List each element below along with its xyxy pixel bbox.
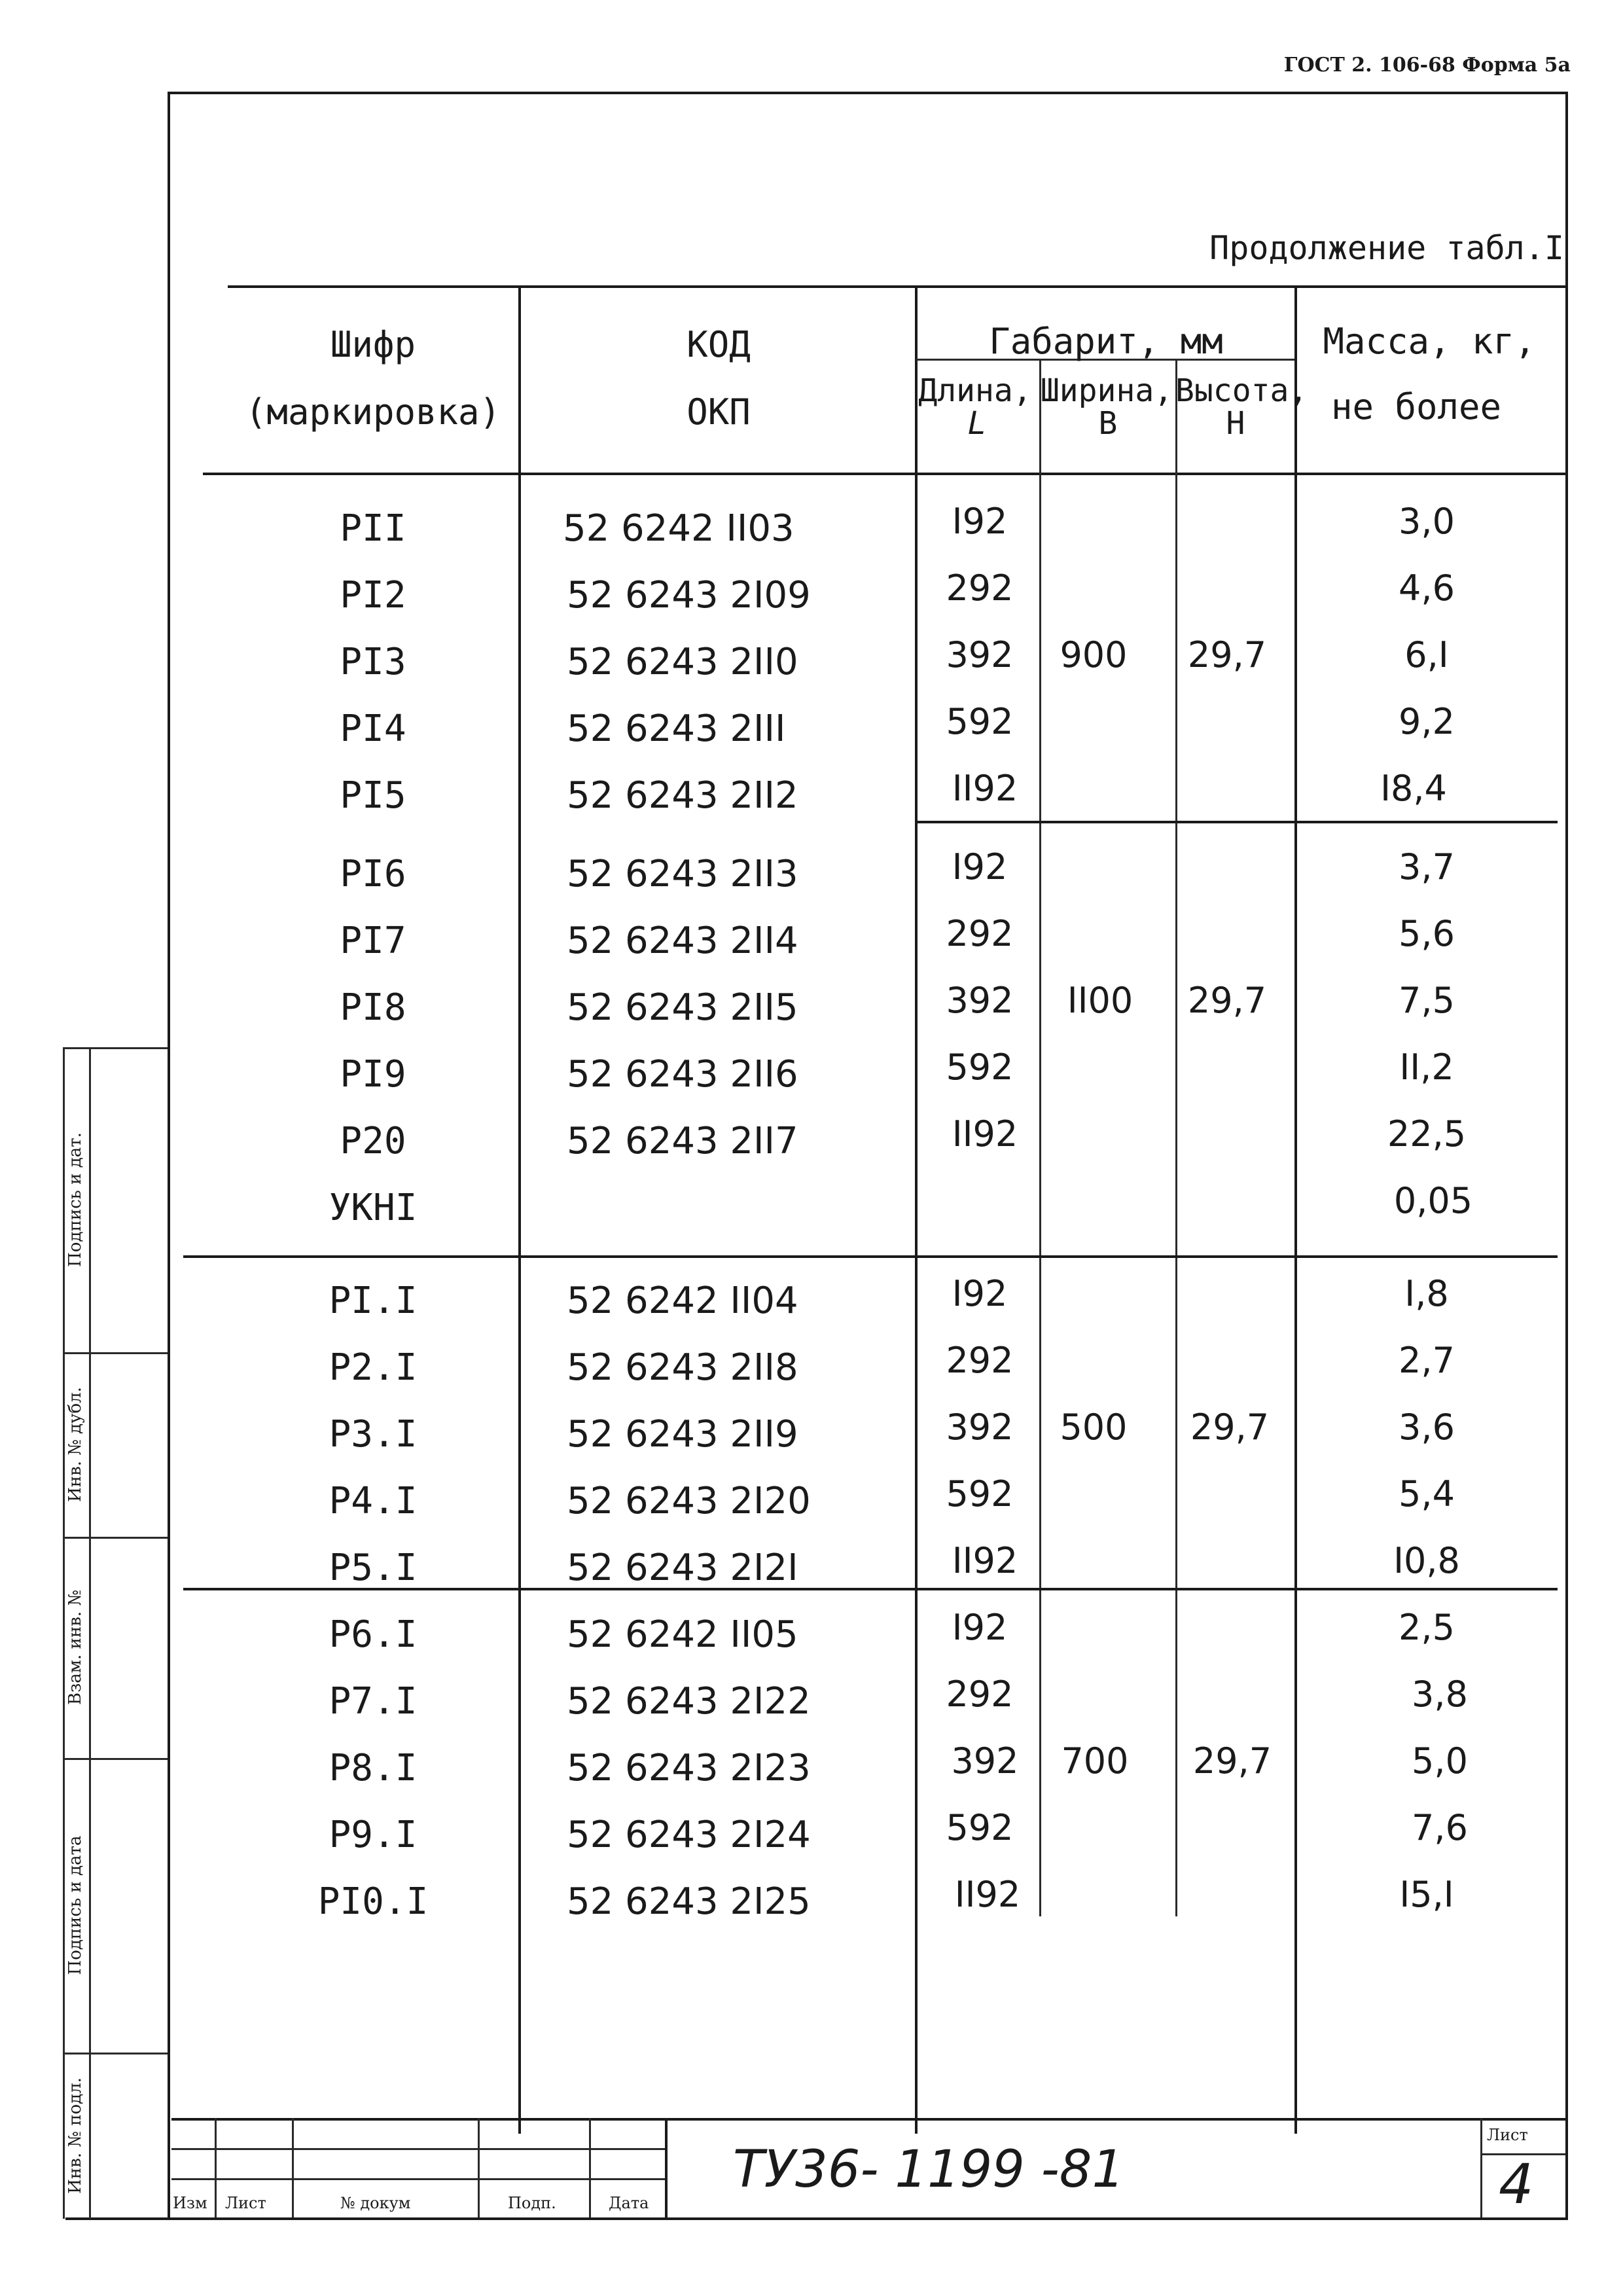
title-block-top-rule: [171, 2118, 1565, 2121]
width-cell: II00: [1067, 980, 1133, 1021]
mass-cell: 3,8: [1412, 1674, 1468, 1715]
mass-cell: 3,6: [1399, 1407, 1455, 1448]
mass-cell: 9,2: [1399, 701, 1455, 742]
column-header-cipher-sub: (маркировка): [245, 391, 501, 433]
mass-cell: 3,7: [1399, 846, 1455, 888]
length-cell: 592: [946, 1473, 1014, 1515]
length-cell: I92: [952, 846, 1008, 888]
height-cell: 29,7: [1187, 980, 1267, 1021]
code-cell: 52 6243 2II8: [567, 1346, 798, 1389]
sheet-number: 4: [1499, 2152, 1534, 2216]
code-cell: 52 6242 II04: [567, 1280, 798, 1322]
mass-cell: 2,7: [1399, 1340, 1455, 1381]
code-cell: 52 6243 2I24: [567, 1814, 811, 1856]
mass-cell: 2,5: [1399, 1607, 1455, 1648]
length-cell: II92: [954, 1874, 1021, 1915]
code-cell: 52 6243 2II0: [567, 641, 798, 683]
side-stamp-dupl-inv: Инв. № дубл.: [65, 1387, 85, 1502]
frame-right: [1565, 92, 1568, 2219]
cipher-cell: PI2: [340, 574, 406, 617]
cipher-cell: PI6: [340, 853, 406, 895]
mass-cell: II,2: [1399, 1047, 1454, 1088]
code-cell: 52 6243 2I22: [567, 1680, 811, 1723]
title-block-col-3: [478, 2118, 480, 2217]
cipher-cell: PI3: [340, 641, 406, 683]
column-header-height: Высота,: [1175, 372, 1308, 409]
title-block-sign-label: Подп.: [508, 2194, 556, 2212]
length-cell: 292: [946, 567, 1014, 609]
height-cell: 29,7: [1192, 1740, 1272, 1782]
length-cell: 392: [946, 980, 1014, 1021]
mass-cell: 7,5: [1399, 980, 1455, 1021]
mass-cell: 5,0: [1412, 1740, 1468, 1782]
mass-cell: 22,5: [1387, 1113, 1467, 1155]
document-code: ТУ36- 1199 -81: [733, 2140, 1125, 2199]
frame-left: [168, 92, 170, 2219]
length-cell: 592: [946, 701, 1014, 742]
code-cell: 52 6243 2II9: [567, 1413, 798, 1456]
side-stamp-mid-rule: [89, 1047, 91, 2219]
code-cell: 52 6242 II03: [563, 507, 794, 550]
cipher-cell: P9.I: [329, 1814, 418, 1856]
mass-cell: 7,6: [1412, 1807, 1468, 1848]
length-cell: 592: [946, 1047, 1014, 1088]
code-cell: 52 6243 2II7: [567, 1120, 798, 1162]
column-header-length: Длина,: [918, 372, 1032, 409]
mass-cell: I,8: [1404, 1273, 1449, 1314]
title-block-col-1: [215, 2118, 217, 2217]
code-cell: 52 6243 2II4: [567, 920, 798, 962]
length-cell: II92: [952, 1113, 1018, 1155]
cipher-cell: PI0.I: [317, 1880, 429, 1923]
column-header-dims: Габарит, мм: [989, 321, 1223, 362]
column-header-code: КОД: [687, 324, 751, 365]
sheet-label: Лист: [1487, 2126, 1528, 2144]
side-stamp-rule-3: [63, 1537, 168, 1539]
column-header-width: Ширина,: [1040, 372, 1173, 409]
code-cell: 52 6243 2I20: [567, 1480, 811, 1522]
height-cell: 29,7: [1190, 1407, 1270, 1448]
width-cell: 700: [1061, 1740, 1129, 1782]
title-block-mid-rule-1: [171, 2148, 666, 2150]
title-block-col-2: [292, 2118, 294, 2217]
column-header-width-symbol: В: [1098, 405, 1118, 442]
form-label: ГОСТ 2. 106-68 Форма 5а: [1283, 54, 1571, 77]
col-rule-2: [915, 288, 918, 2134]
title-block-mid-rule-2: [171, 2178, 666, 2180]
col-rule-4: [1175, 359, 1177, 1916]
title-block-col-6: [1480, 2118, 1482, 2217]
code-cell: 52 6243 2II3: [567, 853, 798, 895]
length-cell: 592: [946, 1807, 1014, 1848]
column-header-height-symbol: Н: [1226, 405, 1245, 442]
cipher-cell: P3.I: [329, 1413, 418, 1456]
length-cell: 392: [946, 1407, 1014, 1448]
length-cell: I92: [952, 1607, 1008, 1648]
length-cell: 392: [946, 634, 1014, 675]
mass-cell: I5,I: [1399, 1874, 1454, 1915]
column-header-mass: Масса, кг,: [1323, 321, 1536, 362]
mass-cell: 3,0: [1399, 501, 1455, 542]
title-block-col-5: [665, 2118, 668, 2217]
length-cell: I92: [952, 1273, 1008, 1314]
length-cell: 292: [946, 1674, 1014, 1715]
side-stamp-rule-4: [63, 1758, 168, 1760]
title-block-change-label: Изм: [173, 2194, 207, 2212]
title-block-sheet-col-label: Лист: [225, 2194, 266, 2212]
length-cell: I92: [952, 501, 1008, 542]
length-cell: 292: [946, 913, 1014, 954]
frame-bottom: [65, 2217, 1568, 2220]
side-stamp-signature-date-1: Подпись и дат.: [65, 1132, 85, 1267]
cipher-cell: P2.I: [329, 1346, 418, 1389]
side-stamp-orig-inv: Инв. № подл.: [65, 2077, 85, 2194]
column-header-mass-sub: не более: [1330, 386, 1502, 427]
side-stamp-inst-inv: Взам. инв. №: [65, 1590, 85, 1705]
code-cell: 52 6243 2I23: [567, 1747, 811, 1789]
group-separator-1: [916, 821, 1558, 823]
group-separator-2: [183, 1255, 1558, 1258]
table-top-rule: [228, 285, 1565, 288]
cipher-cell: P20: [340, 1120, 406, 1162]
height-cell: 29,7: [1187, 634, 1267, 675]
side-stamp-left-rule: [63, 1047, 65, 2219]
frame-top: [168, 92, 1568, 94]
column-header-length-symbol: L: [967, 405, 987, 442]
mass-cell: 0,05: [1393, 1180, 1473, 1221]
mass-cell: 6,I: [1404, 634, 1449, 675]
cipher-cell: P6.I: [329, 1613, 418, 1656]
width-cell: 500: [1060, 1407, 1128, 1448]
code-cell: 52 6243 2II5: [567, 986, 798, 1029]
title-block-doc-label: № докум: [340, 2194, 411, 2212]
cipher-cell: PI5: [340, 774, 406, 817]
table-header-rule: [203, 473, 1565, 475]
continuation-label: Продолжение табл.I: [1209, 229, 1564, 267]
cipher-cell: PI9: [340, 1053, 406, 1096]
cipher-cell: P5.I: [329, 1547, 418, 1589]
side-stamp-rule-2: [63, 1352, 168, 1354]
code-cell: 52 6243 2II2: [567, 774, 798, 817]
cipher-cell: PI4: [340, 708, 406, 750]
cipher-cell: PI7: [340, 920, 406, 962]
cipher-cell: P8.I: [329, 1747, 418, 1789]
col-rule-5: [1294, 288, 1297, 2134]
code-cell: 52 6242 II05: [567, 1613, 798, 1656]
side-stamp-signature-date-2: Подпись и дата: [65, 1835, 85, 1975]
length-cell: II92: [952, 1540, 1018, 1581]
code-cell: 52 6243 2II6: [567, 1053, 798, 1096]
mass-cell: 4,6: [1399, 567, 1455, 609]
length-cell: II92: [952, 768, 1018, 809]
column-header-cipher: Шифр: [330, 324, 416, 365]
column-header-code-sub: ОКП: [687, 391, 751, 433]
mass-cell: I0,8: [1393, 1540, 1460, 1581]
code-cell: 52 6243 2I25: [567, 1880, 811, 1923]
cipher-cell: PII: [340, 507, 406, 550]
code-cell: 52 6243 2I09: [567, 574, 811, 617]
mass-cell: 5,4: [1399, 1473, 1455, 1515]
code-cell: 52 6243 2I2I: [567, 1547, 798, 1589]
side-stamp-rule-1: [63, 1047, 168, 1049]
code-cell: 52 6243 2III: [567, 708, 786, 750]
length-cell: 292: [946, 1340, 1014, 1381]
cipher-cell: PI.I: [329, 1280, 418, 1322]
mass-cell: 5,6: [1399, 913, 1455, 954]
col-rule-1: [518, 288, 521, 2134]
title-block-col-4: [589, 2118, 591, 2217]
title-block-date-label: Дата: [609, 2194, 649, 2212]
cipher-cell: PI8: [340, 986, 406, 1029]
cipher-cell: УКНI: [329, 1187, 418, 1229]
mass-cell: I8,4: [1380, 768, 1447, 809]
cipher-cell: P4.I: [329, 1480, 418, 1522]
width-cell: 900: [1060, 634, 1128, 675]
length-cell: 392: [951, 1740, 1019, 1782]
cipher-cell: P7.I: [329, 1680, 418, 1723]
